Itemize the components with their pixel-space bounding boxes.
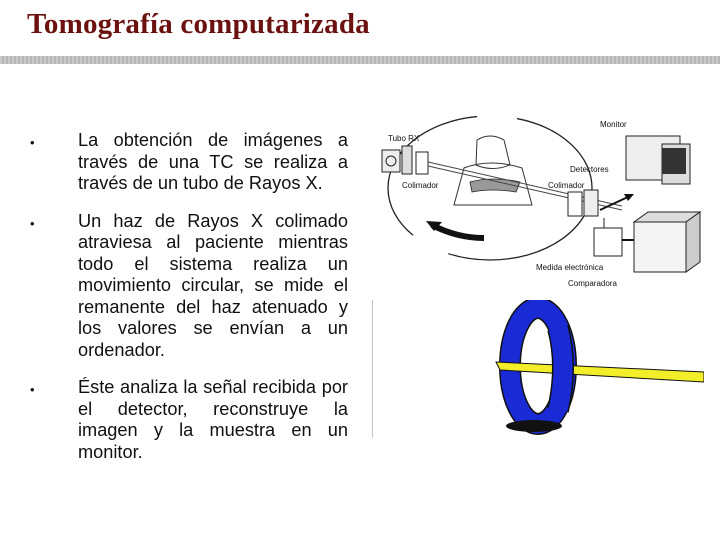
collimator-plate-icon: [402, 146, 412, 174]
bullet-item: [30, 377, 348, 463]
ct-gantry-illustration: [372, 300, 704, 438]
xray-tube-icon: [382, 150, 400, 172]
rotation-arrow-icon: [432, 225, 484, 238]
ring-shadow: [506, 420, 562, 432]
measurement-box-icon: [594, 228, 622, 256]
bullet-text: Éste analiza la señal recibida por el detector, reconstruye la imagen y la muestra en un monitor.: [78, 377, 348, 462]
detector-collimator-icon: [568, 192, 582, 216]
bullet-text: La obtención de imágenes a través de una TC se realiza a través de un tubo de Rayos X.: [78, 130, 348, 193]
title-divider: [0, 56, 720, 64]
slide-title: Tomografía computarizada: [27, 8, 370, 40]
bullet-dot-icon: •: [30, 382, 35, 397]
bullet-dot-icon: •: [30, 215, 35, 231]
bullet-item: [30, 211, 348, 362]
ct-schematic-diagram: [372, 110, 712, 300]
label-colimador-2: Colimador: [548, 181, 585, 190]
patient-table: [496, 362, 704, 382]
label-monitor: Monitor: [600, 120, 627, 129]
bullet-list: [30, 130, 348, 479]
collimator-plate-icon: [416, 152, 428, 174]
label-comparadora: Comparadora: [568, 279, 617, 288]
bullet-item: [30, 130, 348, 195]
label-tubo: Tubo RX: [388, 134, 420, 143]
label-colimador-1: Colimador: [402, 181, 439, 190]
comparator-box-icon: [634, 222, 686, 272]
bullet-text: Un haz de Rayos X colimado atraviesa al paciente mientras todo el sistema realiza un movimiento circular, se mide el remanente del haz atenuado y los valores se envían a un ordenador.: [78, 210, 348, 360]
label-detectores: Detectores: [570, 165, 609, 174]
label-medida: Medida electrónica: [536, 263, 604, 272]
detector-icon: [584, 190, 598, 216]
bullet-dot-icon: •: [30, 135, 35, 150]
